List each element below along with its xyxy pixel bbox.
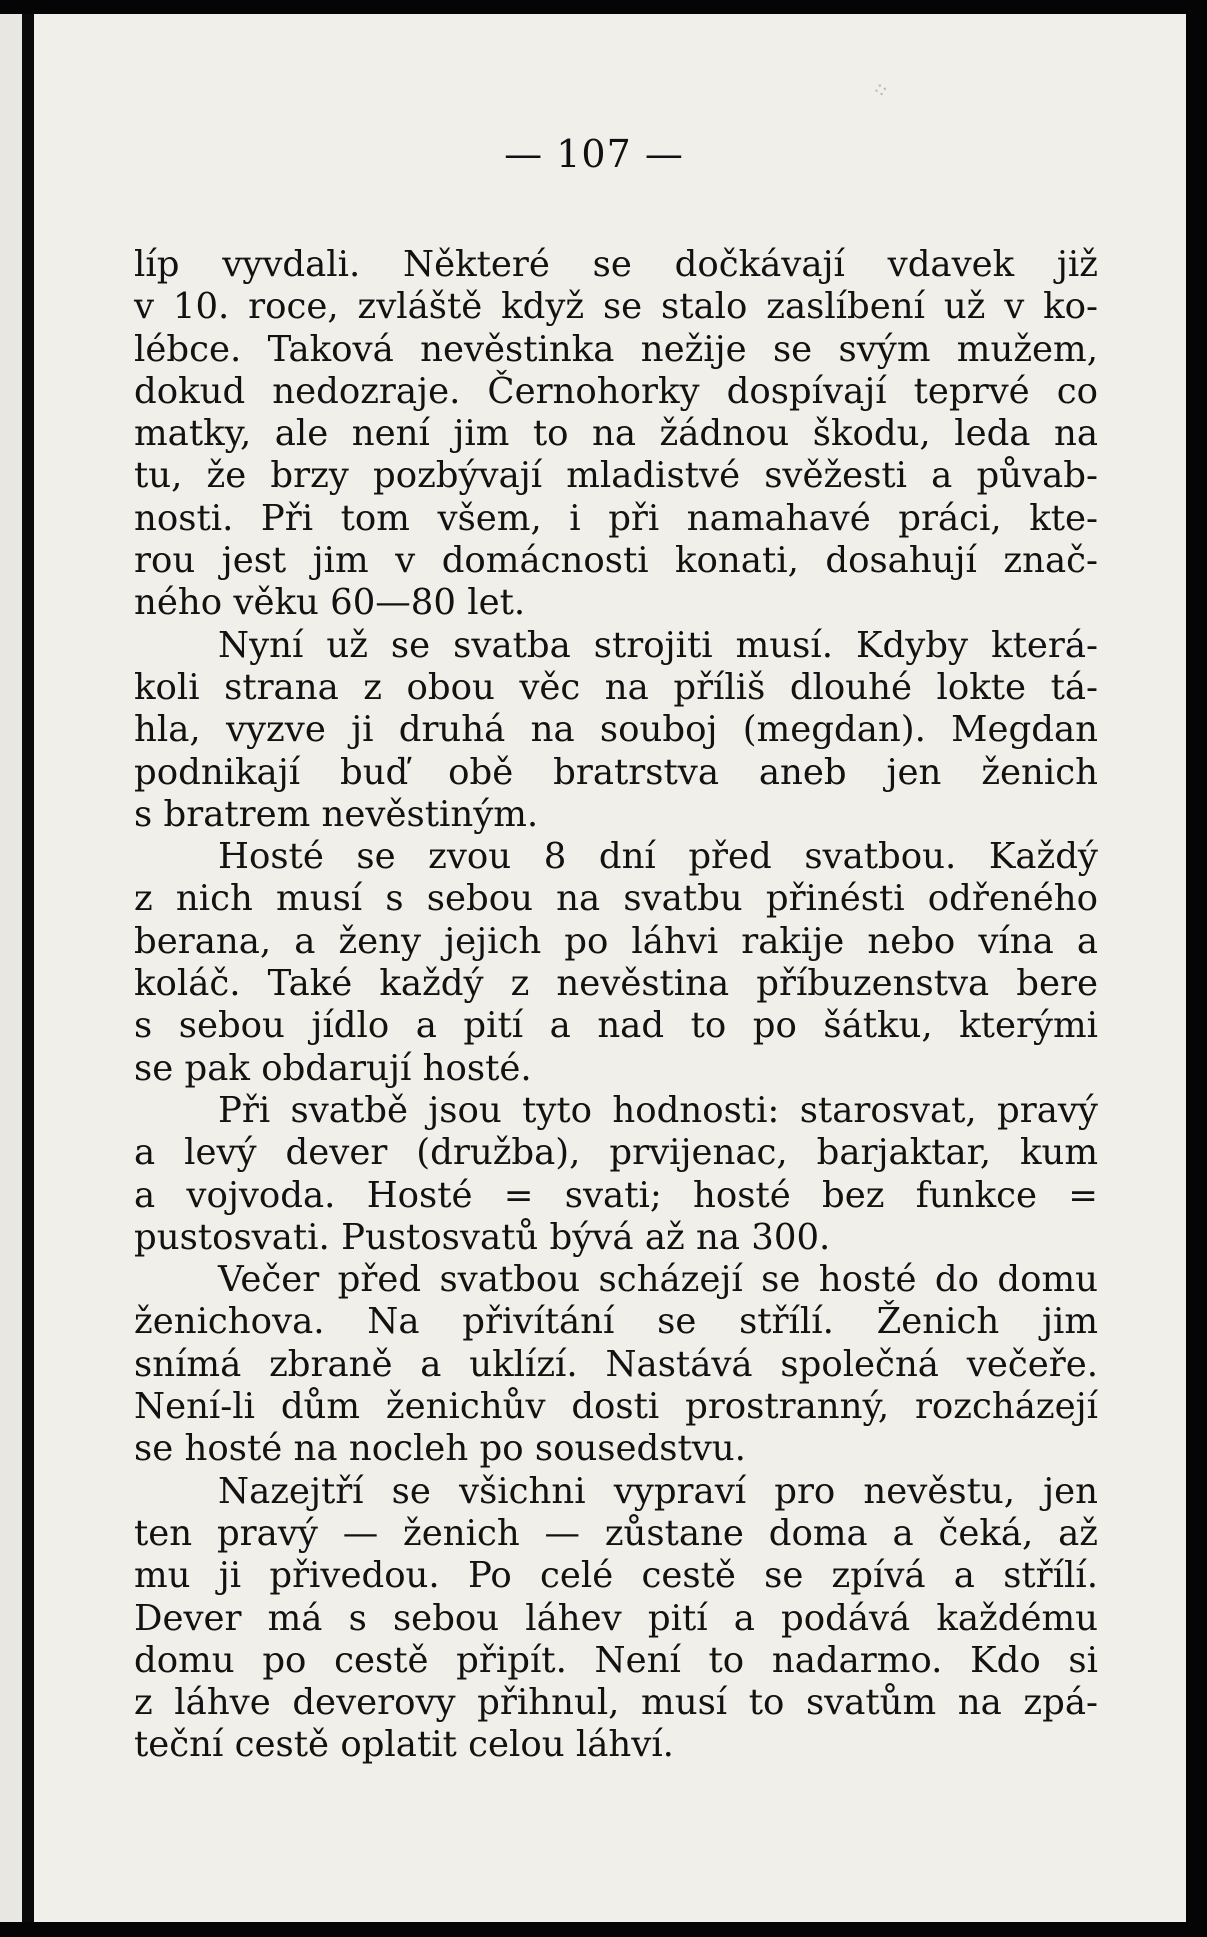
- text-line: domu po cestě připít. Není to nadarmo. Kdo si: [134, 1639, 1098, 1681]
- text-line: koli strana z obou věc na příliš dlouhé lokte tá-: [134, 666, 1098, 708]
- text-line: ženichova. Na přivítání se střílí. Ženich jim: [134, 1301, 1098, 1343]
- text-line: z láhve deverovy přihnul, musí to svatům na zpá-: [134, 1682, 1098, 1724]
- text-line: líp vyvdali. Některé se dočkávají vdavek již: [134, 244, 1098, 285]
- text-line: se pak obdarují hosté.: [134, 1047, 532, 1089]
- text-line: hla, vyzve ji druhá na souboj (megdan). Megdan: [134, 709, 1098, 751]
- adjacent-page-edge: [0, 14, 22, 1922]
- text-line: pustosvati. Pustosvatů bývá až na 300.: [134, 1216, 831, 1258]
- text-line: teční cestě oplatit celou láhví.: [134, 1724, 674, 1766]
- text-line: koláč. Také každý z nevěstina příbuzenstva bere: [134, 963, 1098, 1005]
- text-line: podnikají buď obě bratrstva aneb jen ženich: [134, 751, 1098, 793]
- text-line: Dever má s sebou láhev pití a podává každému: [134, 1597, 1098, 1639]
- text-line: se hosté na nocleh po sousedstvu.: [134, 1428, 746, 1470]
- text-line: s bratrem nevěstiným.: [134, 793, 539, 835]
- text-line: matky, ale není jim to na žádnou škodu, leda na: [134, 413, 1098, 455]
- text-line: v 10. roce, zvláště když se stalo zaslíbení už v ko-: [134, 286, 1098, 328]
- text-line: mu ji přivedou. Po celé cestě se zpívá a střílí.: [134, 1555, 1098, 1597]
- text-line: Nyní už se svatba strojiti musí. Kdyby která-: [218, 624, 1098, 666]
- text-line: a levý dever (družba), prvijenac, barjaktar, kum: [134, 1132, 1098, 1174]
- text-line: a vojvoda. Hosté = svati; hosté bez funkce =: [134, 1174, 1098, 1216]
- page-number: — 107 —: [504, 132, 684, 176]
- text-line: Večer před svatbou scházejí se hosté do domu: [218, 1259, 1098, 1301]
- text-line: berana, a ženy jejich po láhvi rakije nebo vína a: [134, 920, 1098, 962]
- ink-smudge-mark: ⁘: [869, 77, 893, 106]
- text-line: ného věku 60—80 let.: [134, 582, 526, 624]
- text-line: lébce. Taková nevěstinka nežije se svým mužem,: [134, 328, 1098, 370]
- text-line: Není-li dům ženichův dosti prostranný, rozcházejí: [134, 1386, 1098, 1428]
- text-line: tu, že brzy pozbývají mladistvé svěžesti a půvab-: [134, 455, 1098, 497]
- book-page: [34, 14, 1186, 1922]
- text-line: dokud nedozraje. Černohorky dospívají teprvé co: [134, 370, 1098, 412]
- book-spine-shadow: [22, 14, 34, 1922]
- text-line: Při svatbě jsou tyto hodnosti: starosvat, pravý: [218, 1089, 1098, 1131]
- text-line: nosti. Při tom všem, i při namahavé práci, kte-: [134, 497, 1098, 539]
- text-line: ten pravý — ženich — zůstane doma a čeká, až: [134, 1512, 1098, 1554]
- text-line: Hosté se zvou 8 dní před svatbou. Každý: [218, 836, 1098, 878]
- text-line: snímá zbraně a uklízí. Nastává společná večeře.: [134, 1343, 1098, 1385]
- text-line: z nich musí s sebou na svatbu přinésti odřeného: [134, 878, 1098, 920]
- text-line: rou jest jim v domácnosti konati, dosahují znač-: [134, 540, 1098, 582]
- text-line: Nazejtří se všichni vypraví pro nevěstu, jen: [218, 1470, 1098, 1512]
- page-body-text: [134, 244, 1098, 1767]
- text-line: s sebou jídlo a pití a nad to po šátku, kterými: [134, 1005, 1098, 1047]
